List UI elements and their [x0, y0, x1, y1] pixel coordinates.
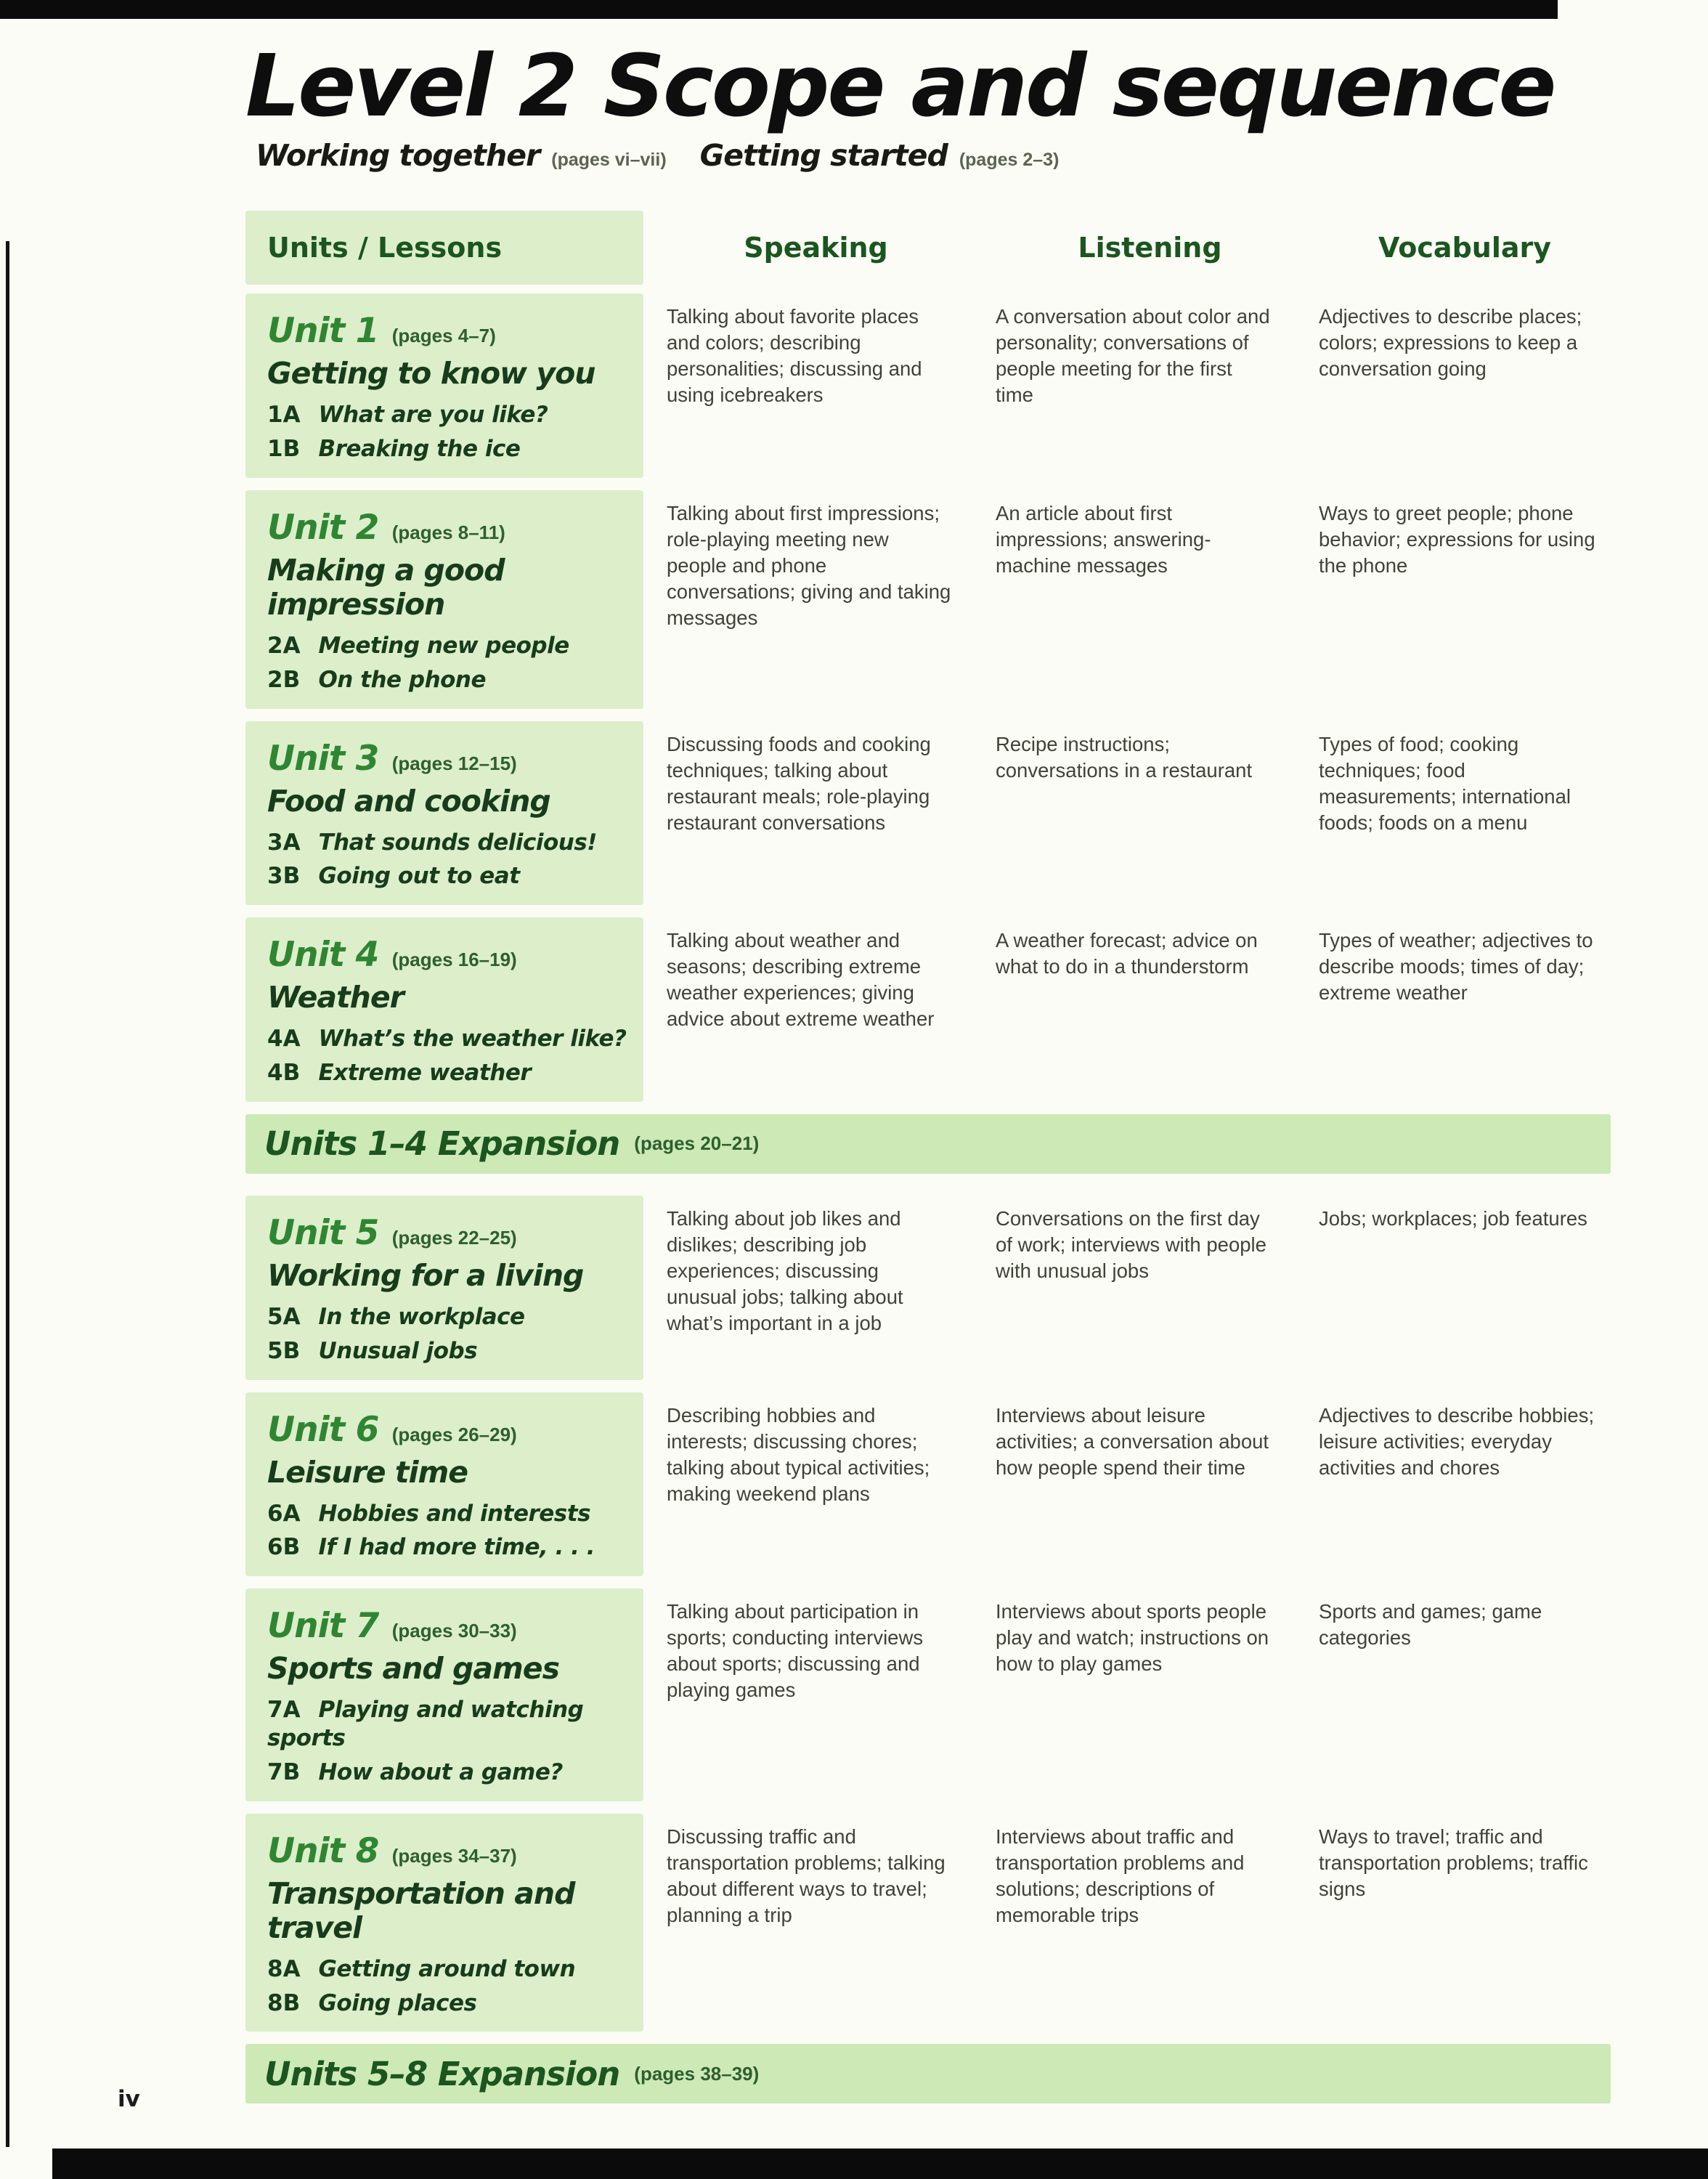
front-link-label: Getting started — [699, 138, 948, 174]
front-link-label: Working together — [256, 138, 540, 174]
lesson-title: Going places — [318, 1989, 477, 2016]
front-link-pages: (pages 2–3) — [959, 150, 1060, 171]
unit-title: Making a good impression — [267, 552, 505, 622]
front-link-getting-started — [700, 138, 1060, 173]
lesson-list — [267, 1303, 629, 1366]
lesson-list — [267, 1500, 629, 1562]
speaking-cell: Talking about job likes and dislikes; describing job experiences; discussing unusual jobs; talking about what’s important in a job — [667, 1206, 903, 1334]
vocabulary-cell: Sports and games; game categories — [1319, 1600, 1542, 1650]
page-number: iv — [118, 2086, 140, 2112]
scan-artifact-left-edge — [6, 241, 9, 2147]
table-row-unit-3 — [245, 721, 1611, 906]
unit-pages: (pages 16–19) — [391, 949, 517, 971]
lesson-title: How about a game? — [318, 1758, 563, 1785]
lesson-item — [267, 829, 629, 857]
lesson-code: 5A — [267, 1304, 301, 1330]
unit-pages: (pages 8–11) — [391, 521, 505, 543]
lesson-title: On the phone — [318, 666, 487, 693]
table-header-row — [245, 211, 1611, 285]
unit-label: Unit 5 — [267, 1212, 379, 1253]
lesson-code: 4A — [267, 1026, 301, 1052]
vocabulary-cell: Ways to greet people; phone behavior; expressions for using the phone — [1319, 501, 1595, 577]
lesson-title: Meeting new people — [318, 633, 569, 660]
lesson-title: Unusual jobs — [318, 1337, 478, 1364]
page-title: Level 2 Scope and sequence — [245, 36, 1555, 136]
expansion-label: Units 1–4 Expansion — [264, 1124, 620, 1164]
unit-label: Unit 8 — [267, 1830, 379, 1871]
unit-label: Unit 2 — [267, 507, 379, 548]
unit-label: Unit 3 — [267, 738, 379, 779]
unit-title: Leisure time — [267, 1454, 468, 1490]
unit-title: Getting to know you — [267, 356, 595, 391]
unit-title: Transportation and travel — [267, 1875, 575, 1945]
lesson-item — [267, 862, 629, 890]
lesson-code: 3B — [267, 863, 301, 890]
lesson-title: Getting around town — [318, 1955, 576, 1982]
lesson-code: 6B — [267, 1534, 301, 1561]
speaking-cell: Discussing foods and cooking techniques; talking about restaurant meals; role-playing restaurant conversations — [667, 732, 931, 834]
table-row-unit-4 — [245, 917, 1611, 1102]
speaking-cell: Talking about weather and seasons; describing extreme weather experiences; giving advice about extreme weather — [667, 929, 935, 1031]
unit-cell — [245, 1392, 643, 1577]
lesson-title: Breaking the ice — [318, 436, 521, 463]
unit-pages: (pages 34–37) — [391, 1844, 517, 1867]
listening-cell: Interviews about traffic and transportation problems and solutions; descriptions of memorable trips — [996, 1825, 1245, 1926]
scan-artifact-top-bar — [0, 0, 1558, 19]
listening-cell: A weather forecast; advice on what to do in a thunderstorm — [996, 929, 1258, 978]
speaking-cell: Discussing traffic and transportation problems; talking about different ways to travel; planning a trip — [667, 1825, 946, 1926]
vocabulary-cell: Adjectives to describe hobbies; leisure activities; everyday activities and chores — [1319, 1403, 1595, 1479]
table-row-unit-6 — [245, 1392, 1611, 1577]
unit-title: Food and cooking — [267, 783, 550, 819]
lesson-code: 2A — [267, 633, 301, 660]
expansion-label: Units 5–8 Expansion — [264, 2054, 620, 2093]
header-speaking: Speaking — [744, 232, 888, 264]
unit-cell — [245, 1588, 643, 1801]
lesson-title: Extreme weather — [318, 1060, 532, 1087]
vocabulary-cell: Types of food; cooking techniques; food measurements; international foods; foods on a menu — [1319, 732, 1571, 834]
lesson-code: 8B — [267, 1989, 301, 2016]
lesson-item — [267, 666, 629, 694]
speaking-cell: Talking about participation in sports; conducting interviews about sports; discussing and playing games — [667, 1600, 924, 1702]
table-row-unit-2 — [245, 490, 1611, 709]
unit-label: Unit 6 — [267, 1409, 379, 1450]
lesson-code: 7B — [267, 1758, 301, 1785]
lesson-title: Playing and watching sports — [267, 1697, 584, 1752]
lesson-title: In the workplace — [318, 1304, 525, 1330]
table-row-unit-5 — [245, 1196, 1611, 1380]
lesson-title: Going out to eat — [318, 863, 520, 890]
lesson-code: 2B — [267, 666, 301, 693]
listening-cell: An article about first impressions; answering-machine messages — [996, 501, 1211, 577]
unit-cell — [245, 721, 643, 906]
lesson-code: 8A — [267, 1955, 301, 1982]
unit-title: Weather — [267, 980, 404, 1015]
lesson-item — [267, 1696, 629, 1753]
lesson-code: 4B — [267, 1060, 301, 1087]
lesson-list — [267, 1696, 629, 1786]
lesson-code: 1A — [267, 402, 301, 429]
lesson-item — [267, 1303, 629, 1331]
lesson-item — [267, 1758, 629, 1787]
unit-cell — [245, 490, 643, 709]
unit-cell — [245, 293, 643, 478]
header-listening: Listening — [1078, 232, 1222, 264]
unit-title: Sports and games — [267, 1651, 559, 1687]
lesson-code: 3A — [267, 829, 301, 856]
scope-sequence-table — [245, 211, 1611, 2103]
lesson-item — [267, 1989, 629, 2018]
lesson-list — [267, 1025, 629, 1087]
front-matter-links — [256, 138, 1611, 173]
unit-label: Unit 7 — [267, 1606, 379, 1647]
header-units-lessons: Units / Lessons — [245, 211, 643, 285]
listening-cell: Recipe instructions; conversations in a restaurant — [996, 732, 1253, 782]
lesson-title: If I had more time, . . . — [318, 1534, 595, 1561]
expansion-band-units-5-8 — [245, 2044, 1611, 2103]
unit-title: Working for a living — [267, 1257, 584, 1293]
unit-label: Unit 1 — [267, 311, 379, 352]
unit-label: Unit 4 — [267, 935, 379, 975]
listening-cell: Interviews about sports people play and watch; instructions on how to play games — [996, 1600, 1269, 1676]
expansion-pages: (pages 38–39) — [634, 2062, 760, 2085]
vocabulary-cell: Jobs; workplaces; job features — [1319, 1206, 1587, 1230]
unit-pages: (pages 4–7) — [391, 325, 496, 347]
front-link-pages: (pages vi–vii) — [551, 150, 667, 171]
table-row-unit-1 — [245, 293, 1611, 478]
lesson-list — [267, 632, 629, 694]
lesson-item — [267, 435, 629, 463]
lesson-code: 7A — [267, 1697, 301, 1724]
unit-cell — [245, 1196, 643, 1380]
listening-cell: Conversations on the first day of work; interviews with people with unusual jobs — [996, 1206, 1266, 1282]
unit-pages: (pages 30–33) — [391, 1620, 517, 1642]
lesson-item — [267, 1533, 629, 1562]
table-row-unit-8 — [245, 1814, 1611, 2032]
unit-pages: (pages 12–15) — [391, 752, 517, 774]
header-vocabulary: Vocabulary — [1378, 232, 1552, 264]
lesson-title: Hobbies and interests — [318, 1500, 591, 1527]
page-content — [245, 38, 1611, 2125]
listening-cell: Interviews about leisure activities; a conversation about how people spend their time — [996, 1403, 1269, 1479]
unit-pages: (pages 22–25) — [391, 1226, 517, 1249]
scan-artifact-bottom-bar — [52, 2148, 1708, 2179]
lesson-title: What’s the weather like? — [318, 1026, 627, 1052]
lesson-code: 5B — [267, 1337, 301, 1364]
vocabulary-cell: Ways to travel; traffic and transportation problems; traffic signs — [1319, 1825, 1588, 1900]
lesson-item — [267, 632, 629, 660]
table-row-unit-7 — [245, 1588, 1611, 1801]
expansion-pages: (pages 20–21) — [634, 1132, 760, 1155]
lesson-code: 1B — [267, 436, 301, 463]
lesson-list — [267, 401, 629, 463]
lesson-item — [267, 1025, 629, 1053]
speaking-cell: Talking about favorite places and colors; describing personalities; discussing and using icebreakers — [667, 305, 922, 407]
lesson-title: What are you like? — [318, 402, 548, 429]
listening-cell: A conversation about color and personality; conversations of people meeting for the first time — [996, 305, 1270, 407]
lesson-title: That sounds delicious! — [318, 829, 597, 856]
lesson-list — [267, 1955, 629, 2018]
lesson-item — [267, 1955, 629, 1984]
vocabulary-cell: Types of weather; adjectives to describe moods; times of day; extreme weather — [1319, 929, 1593, 1005]
lesson-item — [267, 1337, 629, 1366]
vocabulary-cell: Adjectives to describe places; colors; expressions to keep a conversation going — [1319, 305, 1582, 381]
unit-cell — [245, 1814, 643, 2032]
speaking-cell: Talking about first impressions; role-playing meeting new people and phone conversations; giving and taking messages — [667, 501, 951, 629]
expansion-band-units-1-4 — [245, 1114, 1611, 1174]
lesson-item — [267, 401, 629, 429]
lesson-item — [267, 1059, 629, 1087]
speaking-cell: Describing hobbies and interests; discussing chores; talking about typical activities; making weekend plans — [667, 1403, 930, 1505]
unit-pages: (pages 26–29) — [391, 1423, 517, 1445]
front-link-working-together — [256, 138, 667, 173]
lesson-list — [267, 829, 629, 891]
lesson-item — [267, 1500, 629, 1528]
lesson-code: 6A — [267, 1500, 301, 1527]
unit-cell — [245, 917, 643, 1102]
